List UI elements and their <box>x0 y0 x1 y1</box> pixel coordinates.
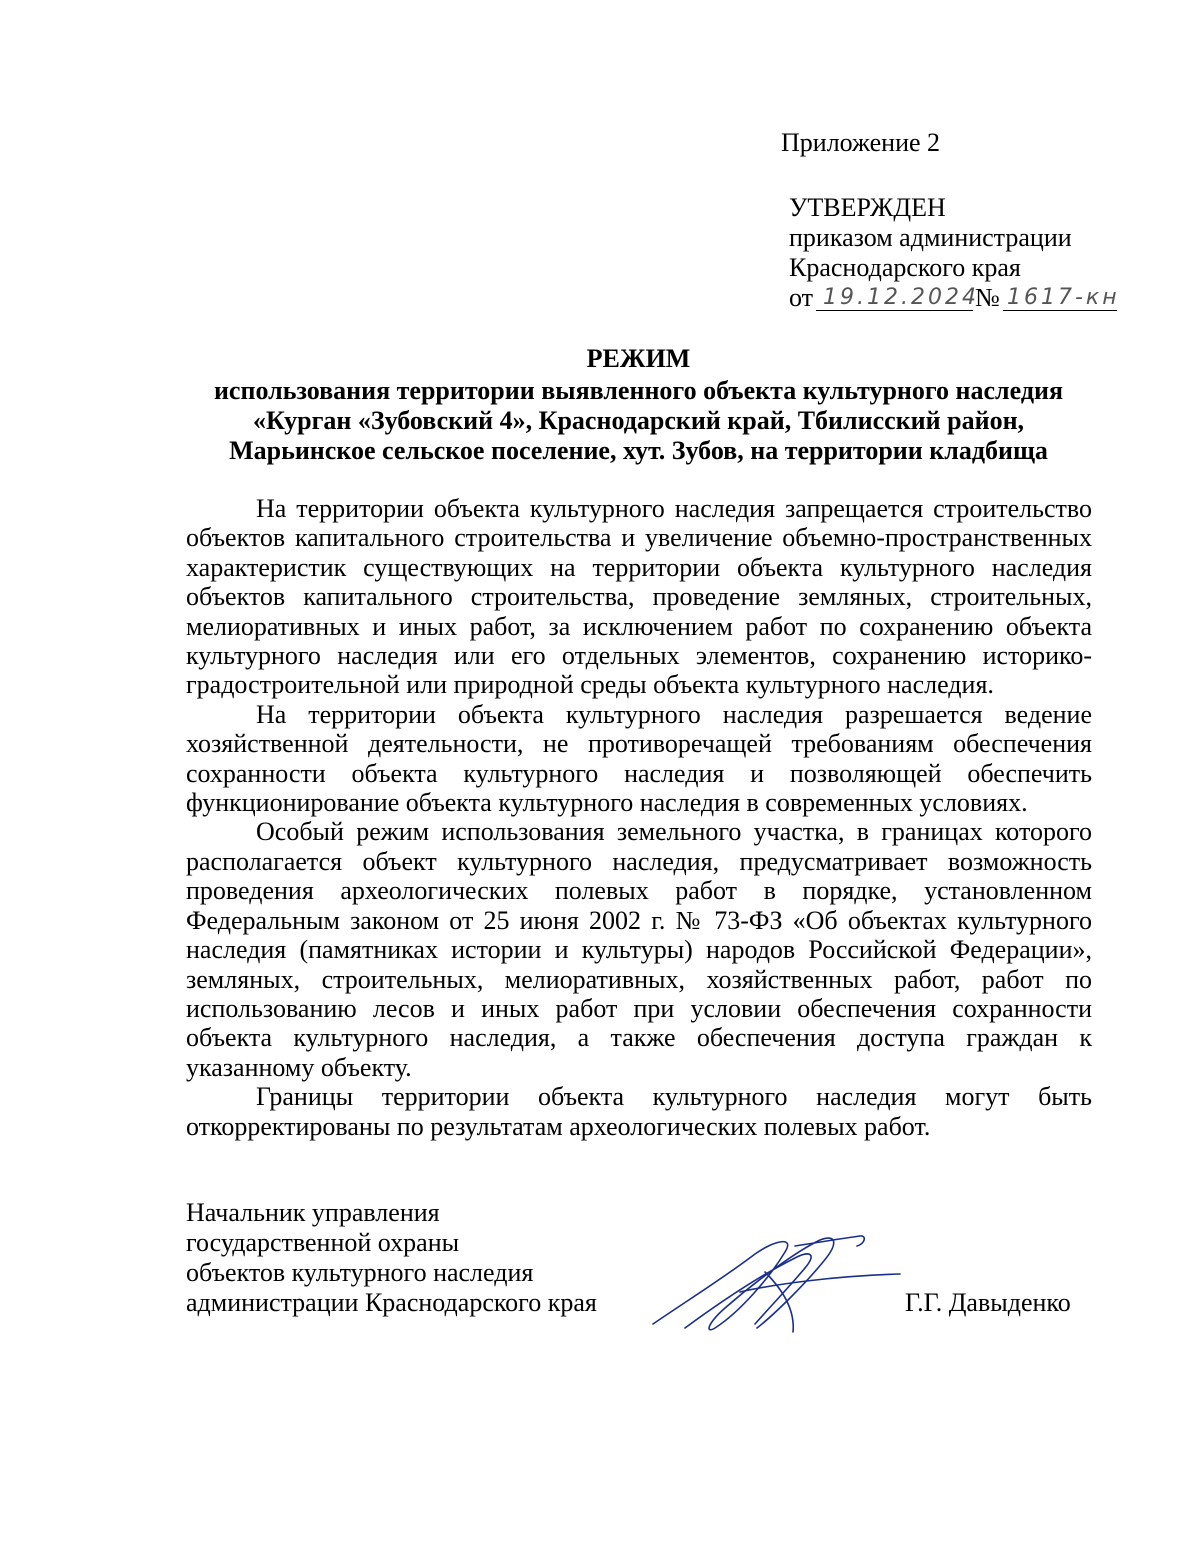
signatory-line-4: администрации Краснодарского края <box>186 1288 597 1317</box>
title-line-2: «Курган «Зубовский 4», Краснодарский край, Тбилисский район, <box>252 406 1025 435</box>
handwritten-signature <box>645 1232 905 1337</box>
title-line-1: использования территории выявленного объекта культурного наследия <box>213 376 1064 405</box>
paragraph-prohibited: На территории объекта культурного наследия запрещается строительство объектов капитального строительства и увеличение объемно-пространственных характеристик существующих на территории объекта культурного наследия объектов капитального строительства, проведение земляных, строительных, мелиоративных и иных работ, за исключением работ по сохранению объекта культурного наследия или его отдельных элементов, сохранению историко-градостроительной или природной среды объекта культурного наследия. <box>186 494 1092 700</box>
paragraph-boundaries: Границы территории объекта культурного наследия могут быть откорректированы по результатам археологических полевых работ. <box>186 1082 1092 1141</box>
signatory-name: Г.Г. Давыденко <box>905 1288 1071 1317</box>
date-prefix: от <box>789 283 814 312</box>
signatory-position <box>186 1198 597 1318</box>
handwritten-date: 19.12.2024 <box>823 285 979 310</box>
signatory-line-3: объектов культурного наследия <box>186 1258 534 1287</box>
paragraph-special-regime: Особый режим использования земельного участка, в границах которого располагается объект культурного наследия, предусматривает возможность проведения археологических полевых работ в порядке, установленном Федеральным законом от 25 июня 2002 г. № 73-ФЗ «Об объектах культурного наследия (памятниках истории и культуры) народов Российской Федерации», земляных, строительных, мелиоративных, хозяйственных работ, работ по использованию лесов и иных работ при условии обеспечения сохранности объекта культурного наследия, а также обеспечения доступа граждан к указанному объекту. <box>186 817 1092 1082</box>
order-label: приказом администрации <box>789 223 1072 252</box>
document-body <box>186 494 1092 1141</box>
region-label: Краснодарского края <box>789 253 1021 282</box>
number-prefix: № <box>975 283 1000 312</box>
signatory-line-1: Начальник управления <box>186 1198 440 1227</box>
order-date-number-line <box>789 283 1129 315</box>
paragraph-permitted: На территории объекта культурного наследия разрешается ведение хозяйственной деятельности, не противоречащей требованиям обеспечения сохранности объекта культурного наследия и позволяющей обеспечить функционирование объекта культурного наследия в современных условиях. <box>186 699 1092 818</box>
appendix-label: Приложение 2 <box>781 128 941 157</box>
handwritten-number: 1617-кн <box>1007 285 1120 310</box>
signatory-line-2: государственной охраны <box>186 1228 460 1257</box>
document-title: РЕЖИМ <box>586 344 691 373</box>
approved-label: УТВЕРЖДЕН <box>789 193 946 222</box>
title-line-3: Марьинское сельское поселение, хут. Зубов, на территории кладбища <box>229 436 1048 465</box>
